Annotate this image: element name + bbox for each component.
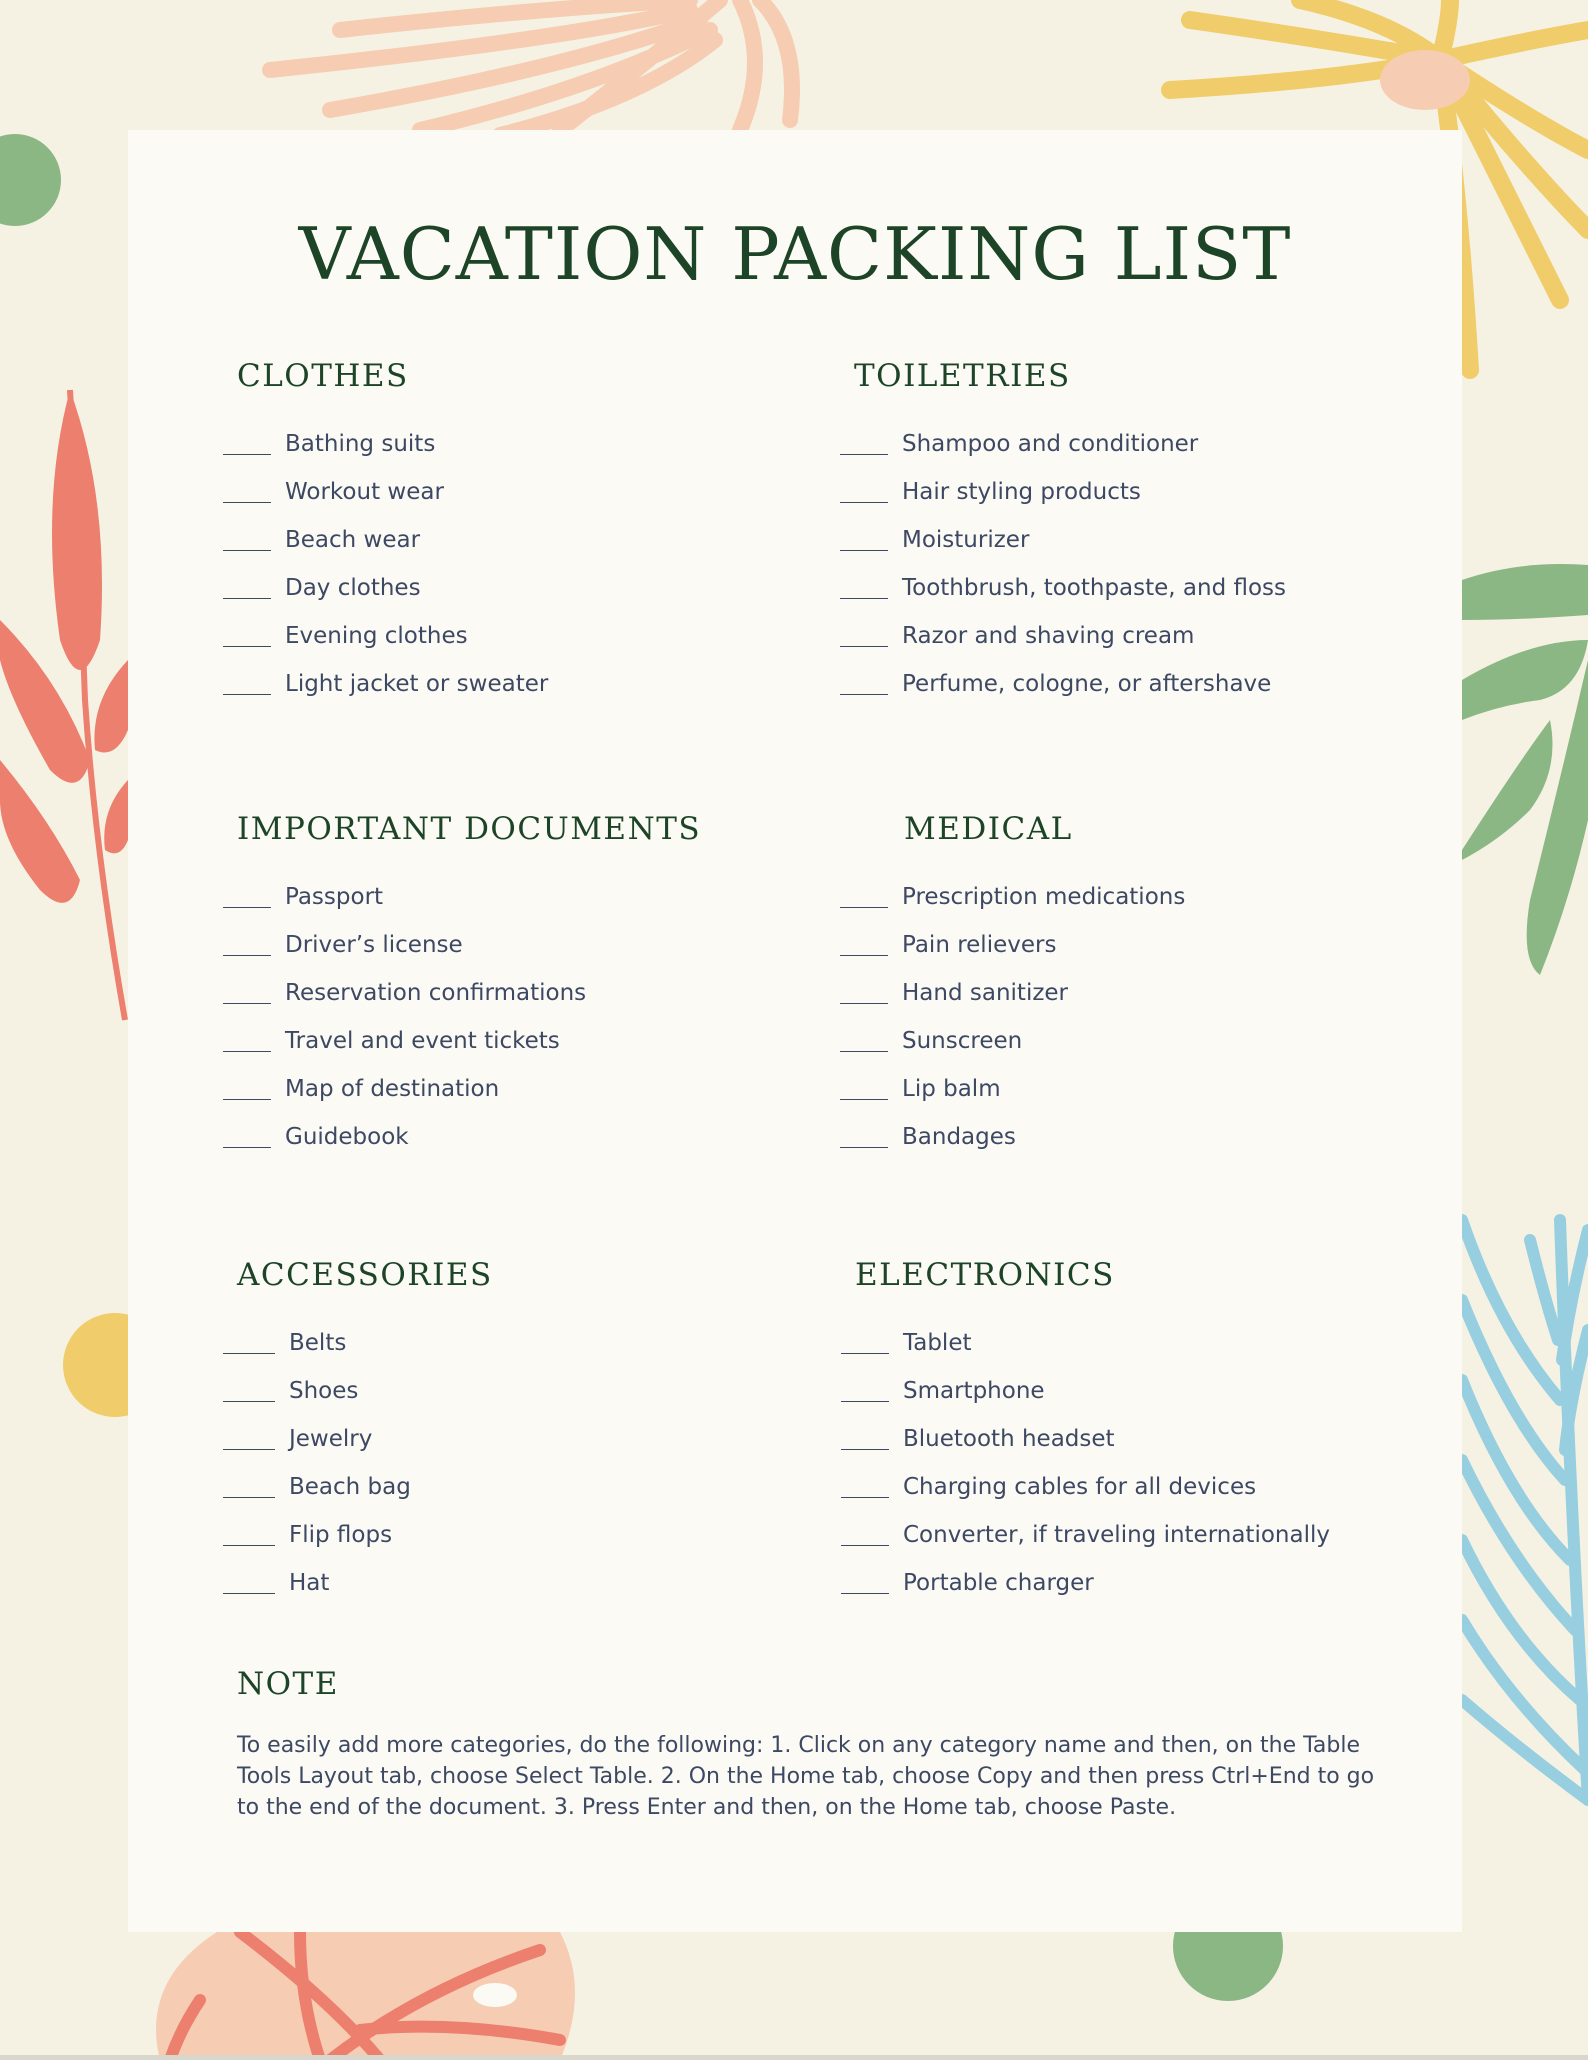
item-label: Bluetooth headset: [903, 1426, 1115, 1452]
checklist: [223, 420, 548, 708]
checklist: [840, 420, 1286, 708]
green-dot-icon: [0, 134, 61, 226]
list-item: [223, 1463, 411, 1511]
item-label: Light jacket or sweater: [285, 671, 549, 697]
list-item: [841, 1415, 1330, 1463]
list-item: [840, 516, 1286, 564]
list-item: [841, 1319, 1330, 1367]
check-blank[interactable]: [223, 1573, 275, 1594]
item-label: Hand sanitizer: [902, 980, 1069, 1006]
list-item: [223, 1113, 586, 1161]
check-blank[interactable]: [840, 434, 888, 455]
item-label: Day clothes: [285, 575, 421, 601]
note-heading: NOTE: [237, 1666, 339, 1702]
checklist: [840, 873, 1185, 1161]
item-label: Hair styling products: [902, 479, 1141, 505]
list-item: [223, 1065, 586, 1113]
check-blank[interactable]: [840, 530, 888, 551]
section-heading: ELECTRONICS: [855, 1257, 1115, 1293]
check-blank[interactable]: [840, 935, 888, 956]
list-item: [840, 420, 1286, 468]
checklist: [223, 1319, 411, 1607]
check-blank[interactable]: [841, 1573, 889, 1594]
check-blank[interactable]: [223, 1381, 275, 1402]
list-item: [223, 564, 548, 612]
list-item: [840, 468, 1286, 516]
list-item: [840, 564, 1286, 612]
list-item: [840, 612, 1286, 660]
item-label: Sunscreen: [902, 1028, 1023, 1054]
item-label: Flip flops: [289, 1522, 393, 1548]
section-clothes: [237, 354, 549, 697]
check-blank[interactable]: [223, 674, 271, 695]
list-item: [223, 1017, 586, 1065]
item-label: Moisturizer: [902, 527, 1030, 553]
check-blank[interactable]: [223, 1079, 271, 1100]
item-label: Bathing suits: [285, 431, 436, 457]
list-item: [223, 1367, 411, 1415]
check-blank[interactable]: [840, 887, 888, 908]
check-blank[interactable]: [223, 530, 271, 551]
section-heading: MEDICAL: [904, 811, 1073, 847]
check-blank[interactable]: [223, 482, 271, 503]
checklist: [223, 873, 586, 1161]
list-item: [840, 1017, 1185, 1065]
check-blank[interactable]: [840, 674, 888, 695]
check-blank[interactable]: [223, 1031, 271, 1052]
item-label: Portable charger: [903, 1570, 1094, 1596]
list-item: [840, 1113, 1185, 1161]
list-item: [223, 516, 548, 564]
item-label: Beach wear: [285, 527, 421, 553]
item-label: Razor and shaving cream: [902, 623, 1195, 649]
item-label: Hat: [289, 1570, 330, 1596]
list-item: [841, 1559, 1330, 1607]
check-blank[interactable]: [841, 1525, 889, 1546]
peach-flower-center-icon: [1380, 50, 1470, 110]
coral-leaves-icon: [0, 390, 128, 1020]
check-blank[interactable]: [840, 1127, 888, 1148]
list-item: [840, 1065, 1185, 1113]
item-label: Prescription medications: [902, 884, 1186, 910]
monstera-leaf-icon: [156, 1930, 575, 2060]
page-title: VACATION PACKING LIST: [298, 212, 1292, 296]
section-heading: ACCESSORIES: [237, 1257, 493, 1293]
item-label: Pain relievers: [902, 932, 1057, 958]
item-label: Guidebook: [285, 1124, 409, 1150]
list-item: [223, 1511, 411, 1559]
check-blank[interactable]: [223, 1127, 271, 1148]
list-item: [840, 660, 1286, 708]
list-item: [223, 660, 548, 708]
check-blank[interactable]: [840, 1031, 888, 1052]
item-label: Map of destination: [285, 1076, 500, 1102]
list-item: [840, 921, 1185, 969]
check-blank[interactable]: [841, 1477, 889, 1498]
check-blank[interactable]: [223, 1333, 275, 1354]
item-label: Smartphone: [903, 1378, 1045, 1404]
list-item: [223, 1559, 411, 1607]
check-blank[interactable]: [223, 887, 271, 908]
check-blank[interactable]: [840, 983, 888, 1004]
list-item: [841, 1367, 1330, 1415]
note-text: To easily add more categories, do the following: 1. Click on any category name and then, on the Table Tools Layout tab, choose Select Table. 2. On the Home tab, choose Copy and then press Ctrl+End to go to the end of the document. 3. Press Enter and then, on the Home tab, choose Paste.: [237, 1733, 1375, 1820]
check-blank[interactable]: [840, 626, 888, 647]
checklist: [841, 1319, 1330, 1607]
list-item: [223, 1319, 411, 1367]
section-accessories: [237, 1253, 493, 1596]
section-important-documents: [237, 807, 702, 1150]
item-label: Charging cables for all devices: [903, 1474, 1257, 1500]
list-item: [223, 612, 548, 660]
item-label: Tablet: [903, 1330, 972, 1356]
section-electronics: [855, 1253, 1330, 1596]
check-blank[interactable]: [223, 626, 271, 647]
check-blank[interactable]: [840, 1079, 888, 1100]
section-toiletries: [854, 354, 1287, 697]
item-label: Evening clothes: [285, 623, 468, 649]
section-heading: IMPORTANT DOCUMENTS: [237, 811, 702, 847]
blue-fern-icon: [1462, 1220, 1588, 1800]
item-label: Shampoo and conditioner: [902, 431, 1199, 457]
check-blank[interactable]: [840, 578, 888, 599]
item-label: Travel and event tickets: [285, 1028, 560, 1054]
list-item: [223, 921, 586, 969]
list-item: [841, 1511, 1330, 1559]
item-label: Passport: [285, 884, 384, 910]
item-label: Perfume, cologne, or aftershave: [902, 671, 1272, 697]
item-label: Lip balm: [902, 1076, 1001, 1102]
check-blank[interactable]: [223, 434, 271, 455]
check-blank[interactable]: [841, 1333, 889, 1354]
section-heading: TOILETRIES: [854, 358, 1071, 394]
peach-palm-frond-icon: [270, 0, 792, 135]
check-blank[interactable]: [223, 1477, 275, 1498]
check-blank[interactable]: [223, 1525, 275, 1546]
list-item: [223, 420, 548, 468]
document-page: [128, 130, 1462, 1932]
item-label: Driver’s license: [285, 932, 463, 958]
check-blank[interactable]: [223, 983, 271, 1004]
item-label: Bandages: [902, 1124, 1016, 1150]
item-label: Toothbrush, toothpaste, and floss: [902, 575, 1287, 601]
list-item: [223, 969, 586, 1017]
item-label: Reservation confirmations: [285, 980, 587, 1006]
check-blank[interactable]: [840, 482, 888, 503]
section-medical: [902, 807, 1186, 1150]
item-label: Belts: [289, 1330, 347, 1356]
list-item: [223, 468, 548, 516]
item-label: Workout wear: [285, 479, 444, 505]
bottom-edge: [0, 2055, 1588, 2060]
list-item: [223, 873, 586, 921]
list-item: [840, 873, 1185, 921]
check-blank[interactable]: [841, 1429, 889, 1450]
check-blank[interactable]: [223, 1429, 275, 1450]
check-blank[interactable]: [223, 935, 271, 956]
check-blank[interactable]: [223, 578, 271, 599]
list-item: [223, 1415, 411, 1463]
check-blank[interactable]: [841, 1381, 889, 1402]
item-label: Beach bag: [289, 1474, 411, 1500]
list-item: [840, 969, 1185, 1017]
section-heading: CLOTHES: [237, 358, 409, 394]
item-label: Shoes: [289, 1378, 359, 1404]
item-label: Converter, if traveling internationally: [903, 1522, 1330, 1548]
list-item: [841, 1463, 1330, 1511]
green-leaves-icon: [1462, 564, 1588, 975]
item-label: Jewelry: [289, 1426, 373, 1452]
